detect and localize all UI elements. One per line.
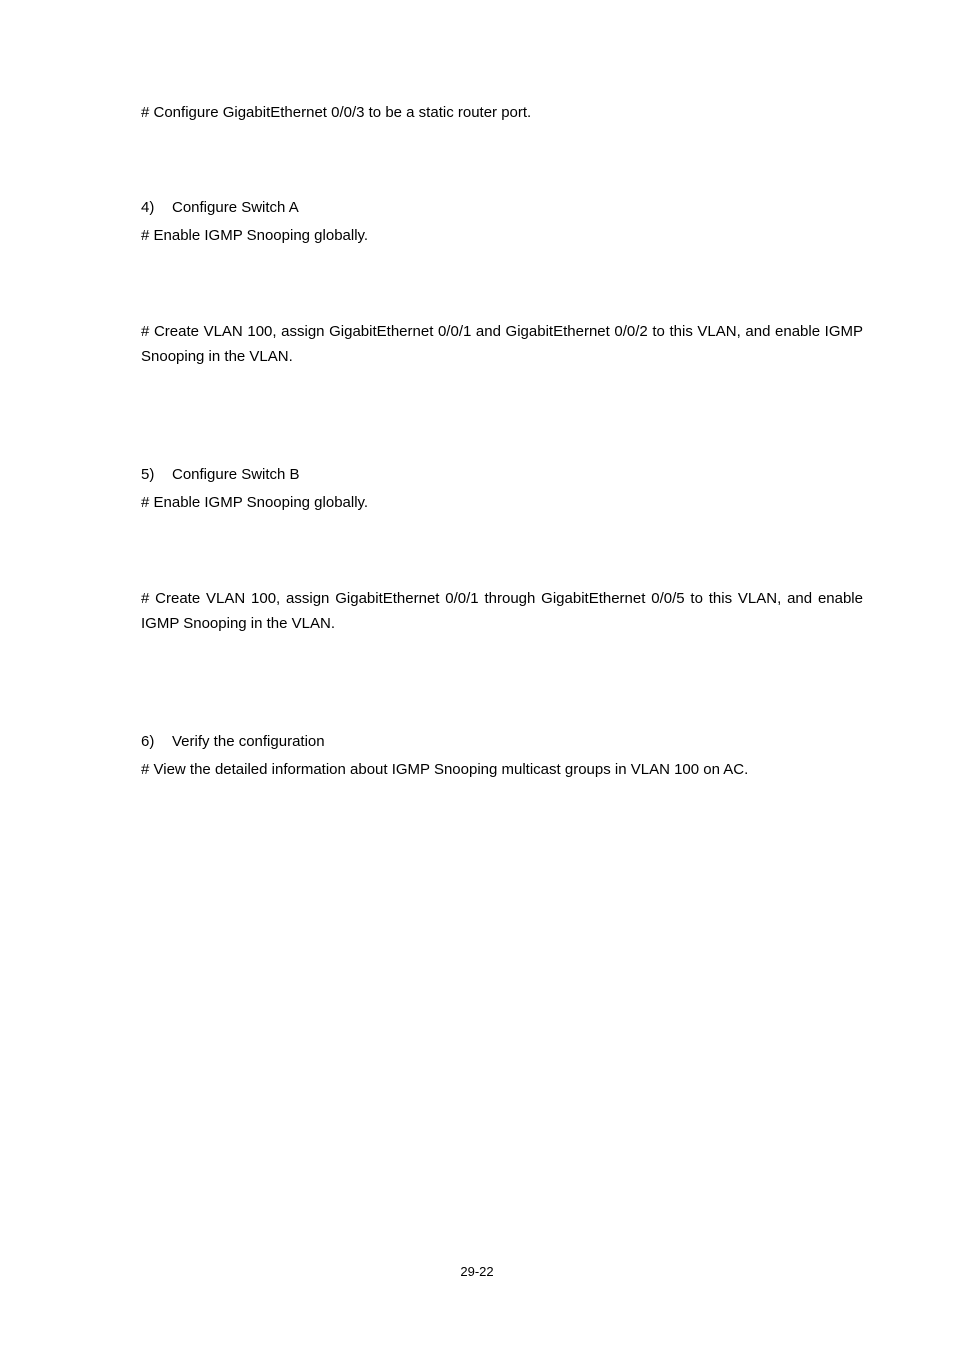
step-4-title: Configure Switch A — [172, 199, 299, 216]
paragraph-create-vlan-switch-a: # Create VLAN 100, assign GigabitEthernet 0/0/1 and GigabitEthernet 0/0/2 to this VLAN, and enable IGMP Snooping in the VLAN. — [141, 323, 863, 365]
page-number: 29-22 — [460, 1264, 494, 1279]
step-6-number: 6) — [141, 733, 155, 750]
step-4-number: 4) — [141, 199, 155, 216]
step-5-number: 5) — [141, 466, 155, 483]
paragraph-enable-igmp-switch-b: # Enable IGMP Snooping globally. — [141, 494, 369, 511]
paragraph-enable-igmp-switch-a: # Enable IGMP Snooping globally. — [141, 227, 369, 244]
paragraph-create-vlan-switch-b: # Create VLAN 100, assign GigabitEthernet 0/0/1 through GigabitEthernet 0/0/5 to this VLAN, and enable IGMP Snooping in the VLAN. — [141, 590, 863, 632]
step-4-heading — [141, 195, 299, 220]
step-5-heading — [141, 462, 300, 487]
step-6-heading — [141, 729, 325, 754]
paragraph-static-router-port: # Configure GigabitEthernet 0/0/3 to be a static router port. — [141, 104, 532, 121]
step-5-title: Configure Switch B — [172, 466, 300, 483]
paragraph-view-multicast-groups: # View the detailed information about IGMP Snooping multicast groups in VLAN 100 on AC. — [141, 761, 749, 778]
step-6-title: Verify the configuration — [172, 733, 325, 750]
